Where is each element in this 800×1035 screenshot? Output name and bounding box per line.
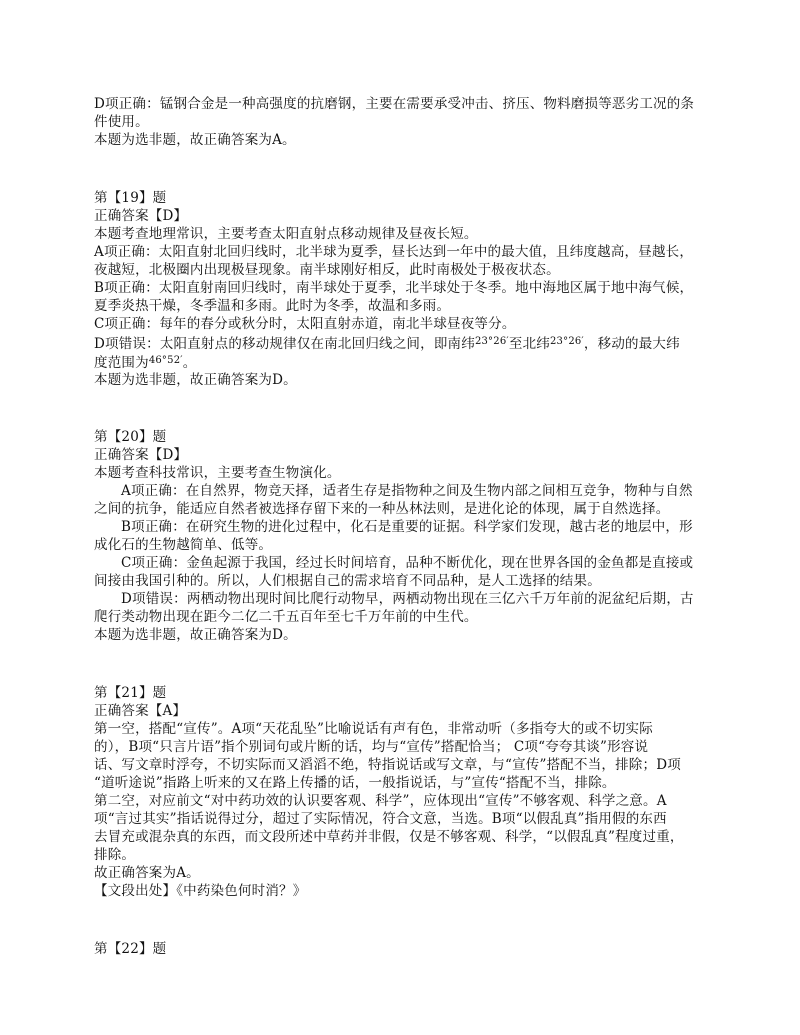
q21-para1-line1: 第一空，搭配“宣传”。A项“天花乱坠”比喻说话有声有色，非常动听（多指夸大的或不切实际 [94, 721, 653, 737]
q18-option-d-line1: D项正确：锰钢合金是一种高强度的抗磨钢，主要在需要承受冲击、挤压、物料磨损等恶劣工况的条 [94, 96, 695, 112]
q20-option-a-line2: 之间的抗争，能适应自然者被选择存留下来的一种丛林法则，是进化论的体现，属于自然选择。 [94, 501, 670, 517]
q20-option-d-line2: 爬行类动物出现在距今二亿二千五百年至七千万年前的中生代。 [94, 609, 478, 625]
q20-option-d-line1: D项错误：两栖动物出现时间比爬行动物早，两栖动物出现在三亿六千万年前的泥盆纪后期，古 [121, 591, 694, 607]
q21-source: 【文段出处】《中药染色何时消？》 [94, 883, 307, 899]
q19-d-range-deg: 46° [148, 355, 168, 366]
q19-d-latitude-deg-2: 23° [549, 336, 569, 347]
q21-conclusion: 故正确答案为A。 [94, 865, 200, 881]
q19-d-text-post: ，移动的最大纬 [583, 336, 680, 352]
q19-d2-text-pre: 度范围为 [94, 355, 149, 371]
q20-conclusion: 本题为选非题，故正确答案为D。 [94, 627, 297, 643]
q21-para2-line1: 第二空，对应前文“对中药功效的认识要客观、科学”，应体现出“宣传”不够客观、科学之意。A [94, 793, 667, 809]
q21-para1-line3: 话、写文章时浮夸，不切实际而又滔滔不绝，特指说话或写文章，与“宣传”搭配不当，排除；D项 [94, 757, 681, 773]
q21-header: 第【21】题 [94, 685, 167, 701]
q19-option-a-line1: A项正确：太阳直射北回归线时，北半球为夏季，昼长达到一年中的最大值，且纬度越高，昼越长， [94, 244, 694, 260]
q21-para1-line2: 的），B项“只言片语”指个别词句或片断的话，均与“宣传”搭配恰当； C项“夸夸其谈”形容说 [94, 739, 649, 755]
q19-option-d-line2 [94, 352, 714, 372]
q19-d-range-min: 52′ [167, 355, 183, 366]
q20-option-c-line1: C项正确：金鱼起源于我国，经过长时间培育，品种不断优化，现在世界各国的金鱼都是直接或 [121, 555, 694, 571]
q19-header: 第【19】题 [94, 190, 167, 206]
q19-option-b-line2: 夏季炎热干燥，冬季温和多雨。此时为冬季，故温和多雨。 [94, 298, 451, 314]
q19-d-latitude-deg-1: 23° [474, 336, 494, 347]
q19-answer: 正确答案【D】 [94, 208, 188, 224]
q19-d-text-pre: D项错误：太阳直射点的移动规律仅在南北回归线之间，即南纬 [94, 336, 475, 352]
q19-intro: 本题考查地理常识，主要考查太阳直射点移动规律及昼夜长短。 [94, 226, 478, 242]
q19-d-text-mid: 至北纬 [508, 336, 550, 352]
q19-option-c-line1: C项正确：每年的春分或秋分时，太阳直射赤道，南北半球昼夜等分。 [94, 316, 516, 332]
q20-intro: 本题考查科技常识，主要考查生物演化。 [94, 465, 341, 481]
q20-answer: 正确答案【D】 [94, 447, 188, 463]
q19-conclusion: 本题为选非题，故正确答案为D。 [94, 372, 297, 388]
q19-d2-text-post: 。 [182, 355, 197, 371]
q19-option-d-line1 [94, 333, 714, 353]
q21-para2-line4: 排除。 [94, 847, 136, 863]
q21-para2-line2: 项“言过其实”指话说得过分，超过了实际情况，符合文意，当选。B项“以假乱真”指用假的东西 [94, 811, 667, 827]
q20-option-a-line1: A项正确：在自然界，物竞天择，适者生存是指物种之间及生物内部之间相互竞争，物种与自然 [121, 483, 693, 499]
q19-d-latitude-min-1: 26′ [493, 336, 509, 347]
q20-header: 第【20】题 [94, 429, 167, 445]
q20-option-b-line1: B项正确：在研究生物的进化过程中，化石是重要的证据。科学家们发现，越古老的地层中，形 [121, 519, 693, 535]
q19-option-a-line2: 夜越短，北极圈内出现极昼现象。南半球刚好相反，此时南极处于极夜状态。 [94, 262, 560, 278]
q21-para1-line4: “道听途说”指路上听来的又在路上传播的话，一般指说话，与”宣传“搭配不当，排除。 [94, 775, 616, 791]
q20-option-b-line2: 成化石的生物越简单、低等。 [94, 537, 273, 553]
q20-option-c-line2: 间接由我国引种的。所以，人们根据自己的需求培育不同品种，是人工选择的结果。 [94, 573, 601, 589]
q19-option-b-line1: B项正确：太阳直射南回归线时，南半球处于夏季，北半球处于冬季。地中海地区属于地中海气候， [94, 280, 694, 296]
q19-d-latitude-min-2: 26′ [568, 336, 584, 347]
q18-conclusion: 本题为选非题，故正确答案为A。 [94, 132, 296, 148]
q21-answer: 正确答案【A】 [94, 703, 187, 719]
q18-option-d-line2: 件使用。 [94, 114, 149, 130]
q21-para2-line3: 去冒充或混杂真的东西，而文段所述中草药并非假，仅是不够客观、科学，“以假乱真”程度过重， [94, 829, 684, 845]
q22-header: 第【22】题 [94, 941, 167, 957]
